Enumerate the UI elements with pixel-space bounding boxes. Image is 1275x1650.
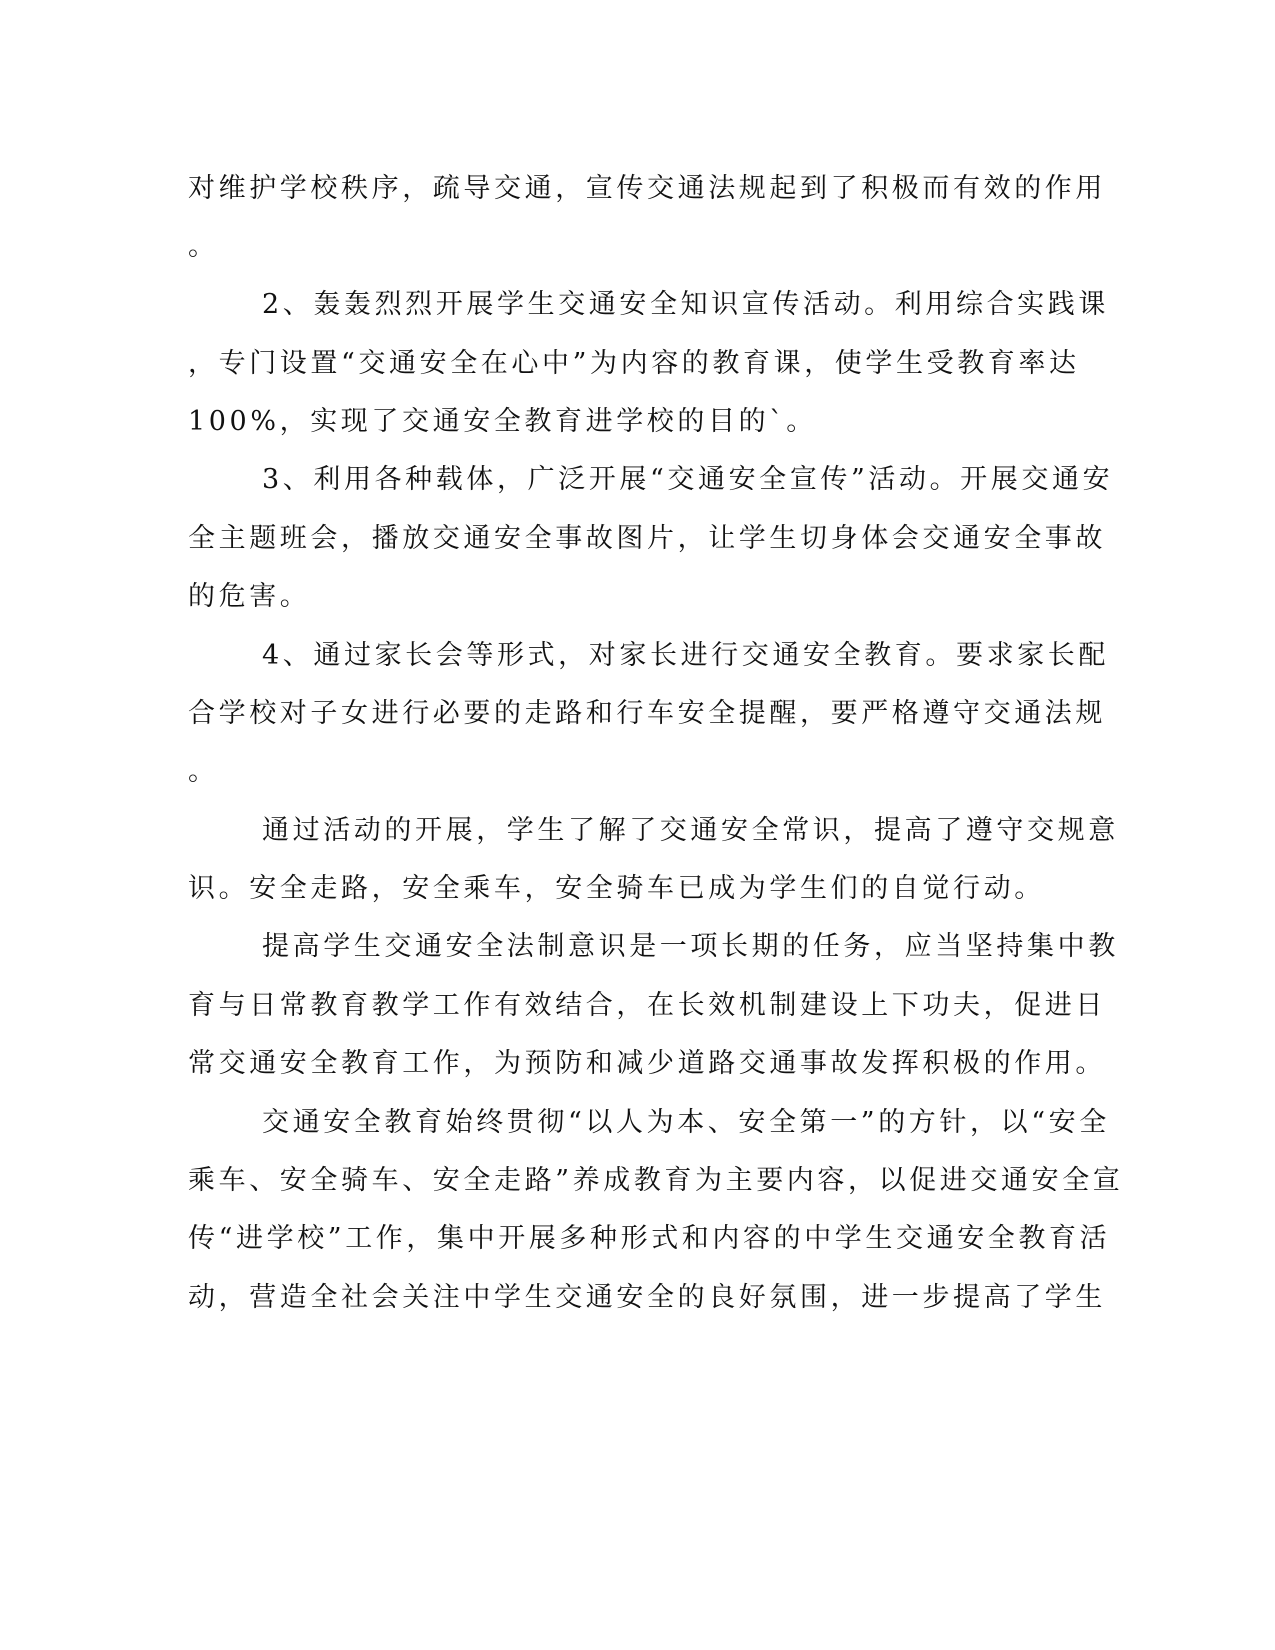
text-line: 合学校对子女进行必要的走路和行车安全提醒，要严格遵守交通法规 bbox=[188, 698, 1106, 729]
text-line: 乘车、安全骑车、安全走路”养成教育为主要内容，以促进交通安全宣 bbox=[188, 1165, 1124, 1196]
text-line: 动，营造全社会关注中学生交通安全的良好氛围，进一步提高了学生 bbox=[188, 1282, 1106, 1313]
text-line: ，专门设置“交通安全在心中”为内容的教育课，使学生受教育率达 bbox=[188, 348, 1080, 379]
text-line: 100%，实现了交通安全教育进学校的目的`。 bbox=[188, 406, 817, 437]
paragraph-start-line: 提高学生交通安全法制意识是一项长期的任务，应当坚持集中教 bbox=[262, 931, 1119, 962]
paragraph-start-line: 2、轰轰烈烈开展学生交通安全知识宣传活动。利用综合实践课 bbox=[262, 289, 1109, 320]
text-line: 育与日常教育教学工作有效结合，在长效机制建设上下功夫，促进日 bbox=[188, 990, 1106, 1021]
paragraph-start-line: 3、利用各种载体，广泛开展“交通安全宣传”活动。开展交通安 bbox=[262, 464, 1114, 495]
paragraph-start-line: 4、通过家长会等形式，对家长进行交通安全教育。要求家长配 bbox=[262, 640, 1109, 671]
text-line: 常交通安全教育工作，为预防和减少道路交通事故发挥积极的作用。 bbox=[188, 1048, 1106, 1079]
text-line: 对维护学校秩序，疏导交通，宣传交通法规起到了积极而有效的作用 bbox=[188, 173, 1106, 204]
paragraph-start-line: 通过活动的开展，学生了解了交通安全常识，提高了遵守交规意 bbox=[262, 815, 1119, 846]
text-line: 全主题班会，播放交通安全事故图片，让学生切身体会交通安全事故 bbox=[188, 523, 1106, 554]
text-line: 的危害。 bbox=[188, 581, 311, 612]
text-line: 。 bbox=[188, 756, 219, 787]
paragraph-start-line: 交通安全教育始终贯彻“以人为本、安全第一”的方针，以“安全 bbox=[262, 1107, 1110, 1138]
text-line: 识。安全走路，安全乘车，安全骑车已成为学生们的自觉行动。 bbox=[188, 873, 1045, 904]
text-line: 。 bbox=[188, 231, 219, 262]
text-line: 传“进学校”工作，集中开展多种形式和内容的中学生交通安全教育活 bbox=[188, 1223, 1111, 1254]
